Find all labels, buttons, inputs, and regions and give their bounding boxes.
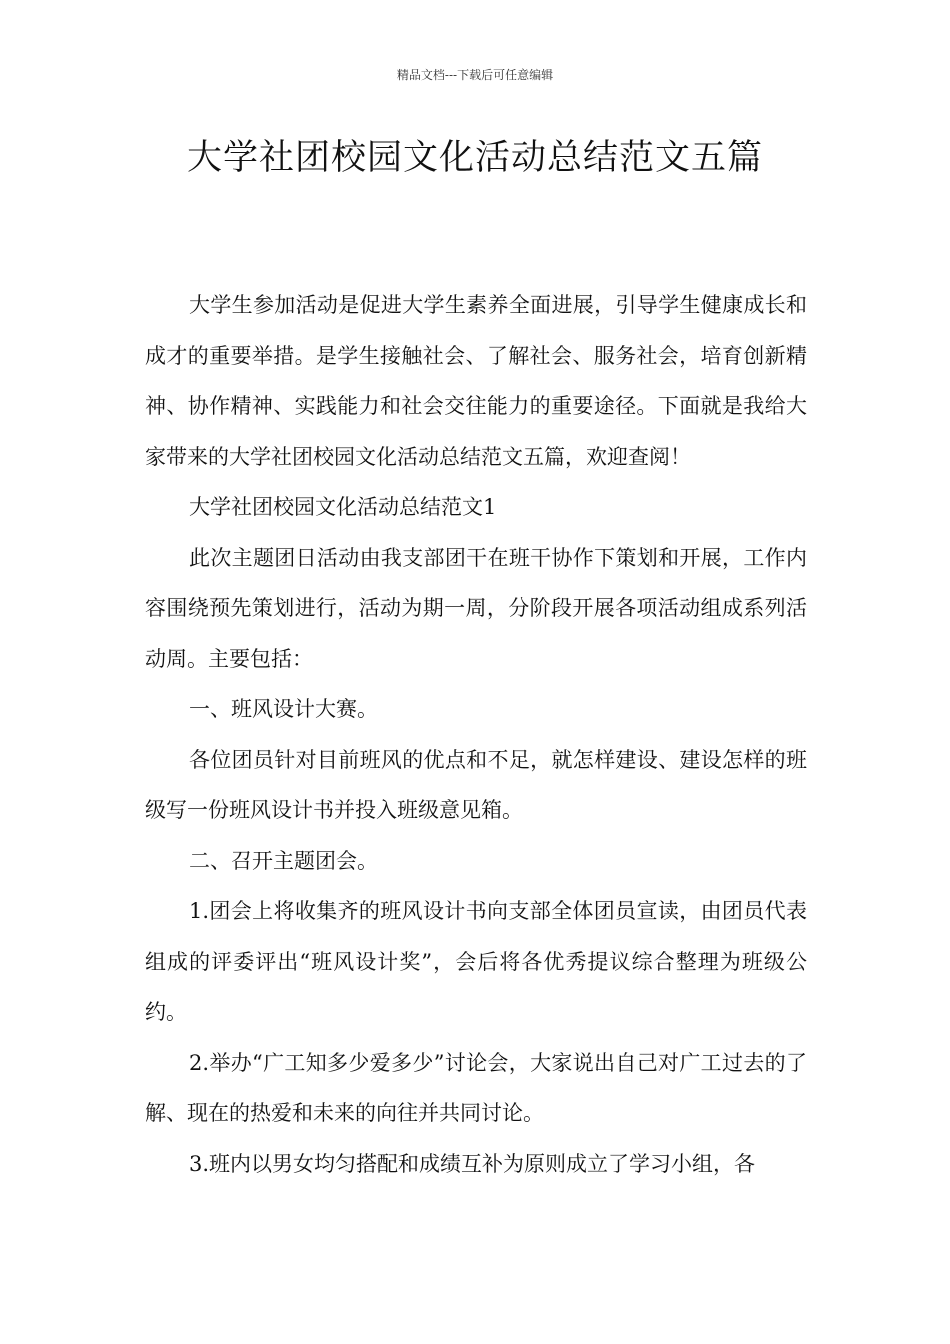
page-title: 大学社团校园文化活动总结范文五篇 — [186, 138, 763, 178]
subheading: 二、召开主题团会。 — [189, 848, 378, 873]
section-heading: 大学社团校园文化活动总结范文1 — [189, 495, 497, 519]
list-item: 2.举办“广工知多少爱多少”讨论会，大家说出自己对广工过去的了解、现在的热爱和未来的向往并共同讨论。 — [145, 1050, 807, 1125]
list-item: 3.班内以男女均匀搭配和成绩互补为原则成立了学习小组，各 — [189, 1151, 756, 1176]
paragraph: 此次主题团日活动由我支部团干在班干协作下策划和开展，工作内容围绕预先策划进行，活动为期一周，分阶段开展各项活动组成系列活动周。主要包括： — [145, 545, 807, 671]
paragraph: 各位团员针对目前班风的优点和不足，就怎样建设、建设怎样的班级写一份班风设计书并投入班级意见箱。 — [145, 747, 807, 822]
header-note: 精品文档---下载后可任意编辑 — [396, 68, 554, 82]
list-item: 1.团会上将收集齐的班风设计书向支部全体团员宣读，由团员代表组成的评委评出“班风设计奖”，会后将各优秀提议综合整理为班级公约。 — [145, 899, 807, 1024]
document-body — [145, 280, 807, 1189]
subheading: 一、班风设计大赛。 — [189, 697, 378, 721]
intro-paragraph: 大学生参加活动是促进大学生素养全面进展，引导学生健康成长和成才的重要举措。是学生接触社会、了解社会、服务社会，培育创新精神、协作精神、实践能力和社会交往能力的重要途径。下面就是我给大家带来的大学社团校园文化活动总结范文五篇，欢迎查阅！ — [145, 293, 807, 469]
